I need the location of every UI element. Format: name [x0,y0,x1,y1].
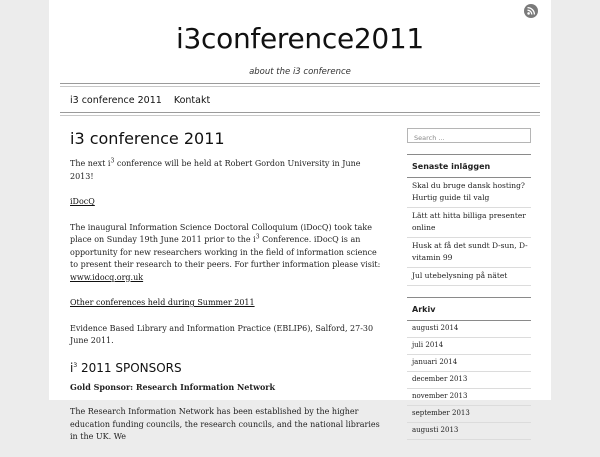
nav-rule [60,112,540,113]
post-title: i3 conference 2011 [70,129,225,148]
archive-list [407,321,531,440]
archive-link[interactable]: augusti 2013 [407,423,531,440]
rss-icon[interactable] [524,4,538,18]
header-rule [60,83,540,84]
recent-post-link[interactable]: Lätt att hitta billiga presenter online [407,208,531,238]
idocq-paragraph: The inaugural Information Science Doctoral Colloquium (iDocQ) took take place on Sunday 19th June 2011 prior to the $i^3$ Conference. iDocQ is an opportunity for new researchers working in the field of information science to present their research to their peers. For further information please visit: www.idocq.org.uk [70,222,381,282]
recent-post-link[interactable]: Skal du bruge dansk hosting? Hurtig guide til valg [407,178,531,208]
archive-title: Arkiv [407,297,531,321]
eblip-paragraph: Evidence Based Library and Information Practice (EBLIP6), Salford, 27-30 June 2011. [70,323,374,345]
nav-item-kontakt[interactable]: Kontakt [173,95,211,106]
intro-paragraph: The next $i^3$ conference will be held at Robert Gordon University in June 2013! [70,157,361,181]
idocq-link[interactable]: iDocQ [70,197,95,206]
archive-link[interactable]: januari 2014 [407,355,531,372]
recent-post-link[interactable]: Husk at få det sundt D-sun, D-vitamin 99 [407,238,531,268]
gold-sponsor: Gold Sponsor: Research Information Network [70,381,276,392]
nav-rule-thin [60,115,540,116]
recent-posts-list [407,178,531,286]
recent-posts-title: Senaste inläggen [407,154,531,178]
archive-link[interactable]: november 2013 [407,389,531,406]
site-title[interactable]: i3conference2011 [176,22,424,55]
recent-post-link[interactable]: Jul utebelysning på nätet [407,268,531,286]
header-rule-thin [60,86,540,87]
main-nav [70,95,219,106]
post-content [70,130,383,457]
sponsors-heading: $i^3$ 2011 SPONSORS [70,360,182,375]
rin-paragraph: The Research Information Network has been established by the higher education funding councils, the research councils, and the national libraries in the UK. We [70,407,380,441]
site-tagline: about the i3 conference [249,67,351,77]
other-conferences-link[interactable]: Other conferences held during Summer 2011 [70,298,255,307]
idocq-url-link[interactable]: www.idocq.org.uk [70,272,144,282]
archive-link[interactable]: juli 2014 [407,338,531,355]
nav-item-i3-conference[interactable]: i3 conference 2011 [70,95,162,106]
archive-link[interactable]: september 2013 [407,406,531,423]
search-input[interactable]: Search ... [407,128,531,143]
page [49,0,551,441]
sidebar [407,128,531,440]
archive-link[interactable]: augusti 2014 [407,321,531,338]
archive-link[interactable]: december 2013 [407,372,531,389]
